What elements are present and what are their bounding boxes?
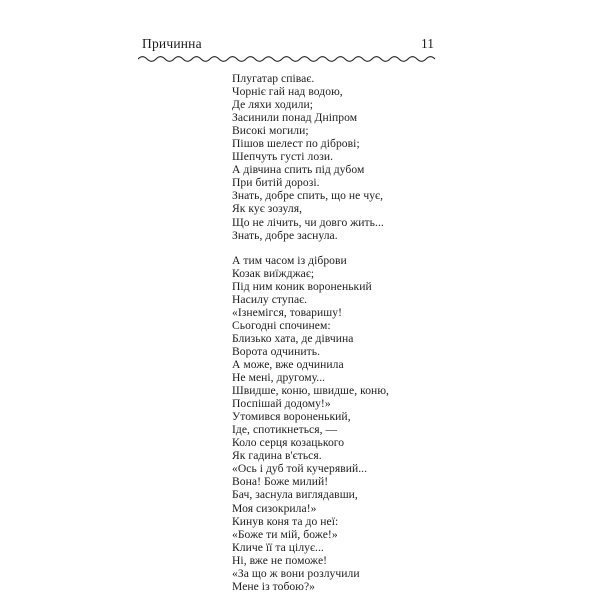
poem-line: Під ним коник вороненький	[232, 279, 372, 293]
wavy-rule	[138, 54, 436, 64]
poem-line: Знать, добре заснула.	[232, 228, 338, 242]
stanza-2	[232, 254, 492, 593]
poem-line: «Боже ти мій, боже!»	[232, 527, 338, 541]
poem-body	[232, 72, 492, 593]
poem-line: Не мені, другому...	[232, 371, 326, 385]
wavy-rule-line	[138, 57, 435, 62]
poem-line: Ворота одчинить.	[232, 344, 321, 358]
poem-line: Чорніє гай над водою,	[232, 85, 343, 99]
poem-line: Високі могили;	[232, 124, 309, 138]
poem-line: Близько хата, де дівчина	[232, 331, 354, 345]
poem-line: Кличе її та цілує...	[232, 540, 324, 554]
poem-line: Іде, спотикнеться, —	[232, 423, 338, 437]
poem-line: Кинув коня та до неї:	[232, 514, 339, 528]
poem-line: «Ізнемігся, товаришу!	[232, 305, 342, 319]
poem-line: Як кує зозуля,	[232, 202, 303, 216]
poem-line: Пішов шелест по діброві;	[232, 137, 360, 151]
poem-line: А може, вже одчинила	[232, 357, 344, 371]
poem-line: А тим часом із діброви	[232, 253, 347, 267]
page-number: 11	[421, 36, 434, 51]
poem-line: Знать, добре спить, що не чує,	[232, 189, 384, 203]
poem-line: Коло серця козацького	[232, 436, 345, 450]
poem-line: Швидше, коню, швидше, коню,	[232, 384, 389, 398]
poem-line: Ні, вже не поможе!	[232, 553, 328, 567]
poem-line: Засинили понад Дніпром	[232, 111, 358, 125]
poem-line: Що не лічить, чи довго жить...	[232, 215, 384, 229]
poem-line: Плугатар співає.	[232, 72, 315, 85]
poem-line: Сьогодні спочинем:	[232, 318, 331, 332]
poem-line: Шепчуть густі лози.	[232, 150, 334, 164]
poem-line: «За що ж вони розлучили	[232, 566, 360, 580]
poem-line: Утомився вороненький,	[232, 410, 351, 424]
running-head	[142, 36, 434, 56]
poem-line: Козак виїжджає;	[232, 266, 315, 280]
poem-line: Бач, заснула виглядавши,	[232, 488, 358, 502]
poem-line: Моя сизокрила!»	[232, 501, 317, 515]
poem-line: Поспішай додому!»	[232, 397, 331, 411]
poem-line: Як гадина в'ється.	[232, 449, 322, 463]
poem-line: При битій дорозі.	[232, 176, 320, 190]
running-title: Причинна	[142, 36, 202, 51]
stanza-1	[232, 72, 492, 242]
poem-line: Де ляхи ходили;	[232, 98, 313, 112]
poem-line: Вона! Боже милий!	[232, 475, 329, 489]
poem-line: Мене із тобою?»	[232, 579, 316, 593]
poem-line: А дівчина спить під дубом	[232, 163, 365, 177]
poem-line: «Ось і дуб той кучерявий...	[232, 462, 368, 476]
poem-line: Насилу ступає.	[232, 292, 308, 306]
